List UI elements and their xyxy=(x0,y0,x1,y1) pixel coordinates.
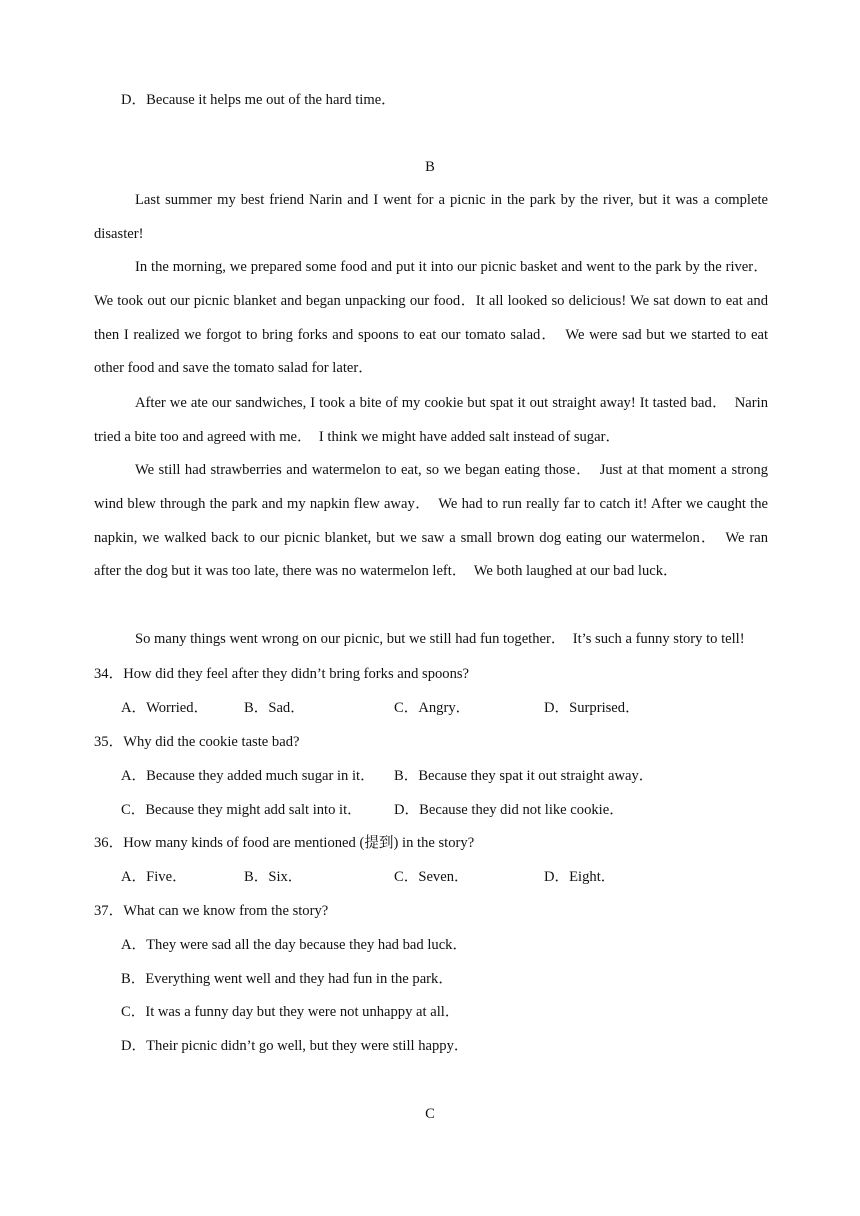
question-37-option-c: C．It was a funny day but they were not unhappy at all． xyxy=(121,1004,460,1020)
section-b-heading: B xyxy=(425,159,435,175)
passage-paragraph-3: After we ate our sandwiches, I took a bite of my cookie but spat it out straight away! It tasted bad． Narin tried a bite too and agreed with me． I think we might have added salt instead of sugar． xyxy=(94,395,768,445)
passage-paragraph-5: So many things went wrong on our picnic, but we still had fun together． It’s such a funny story to tell! xyxy=(135,631,745,647)
question-36-option-b: B．Six． xyxy=(244,869,303,885)
question-36-option-d: D．Eight． xyxy=(544,869,616,885)
question-37-option-a: A．They were sad all the day because they had bad luck． xyxy=(121,937,468,953)
previous-question-option-d: D．Because it helps me out of the hard time． xyxy=(121,92,396,108)
passage-paragraph-2: In the morning, we prepared some food and put it into our picnic basket and went to the park by the river．We took out our picnic blanket and began unpacking our food．It all looked so delicious! We sat down to eat and then I realized we forgot to bring forks and spoons to eat our tomato salad． We were sad but we started to eat other food and save the tomato salad for later． xyxy=(94,259,768,377)
question-35-option-a: A．Because they added much sugar in it． xyxy=(121,768,375,784)
question-35-option-b: B．Because they spat it out straight away． xyxy=(394,768,654,784)
question-36-option-c: C．Seven． xyxy=(394,869,469,885)
question-37-stem: 37．What can we know from the story? xyxy=(94,903,329,919)
question-37-option-d: D．Their picnic didn’t go well, but they were still happy． xyxy=(121,1038,469,1054)
question-35-option-c: C．Because they might add salt into it． xyxy=(121,802,362,818)
question-36-stem: 36．How many kinds of food are mentioned (提到) in the story? xyxy=(94,835,475,851)
question-37-option-b: B．Everything went well and they had fun in the park． xyxy=(121,971,453,987)
question-34-option-b: B．Sad． xyxy=(244,700,305,716)
question-35-option-d: D．Because they did not like cookie． xyxy=(394,802,624,818)
passage-paragraph-1: Last summer my best friend Narin and I went for a picnic in the park by the river, but it was a complete disaster! xyxy=(94,192,768,242)
question-34-option-a: A．Worried． xyxy=(121,700,209,716)
question-36-option-a: A．Five． xyxy=(121,869,187,885)
section-c-heading: C xyxy=(425,1106,435,1122)
question-34-option-d: D．Surprised． xyxy=(544,700,640,716)
question-34-stem: 34．How did they feel after they didn’t bring forks and spoons? xyxy=(94,666,470,682)
passage-paragraph-4: We still had strawberries and watermelon to eat, so we began eating those． Just at that moment a strong wind blew through the park and my napkin flew away． We had to run really far to catch it! After we caught the napkin, we walked back to our picnic blanket, but we saw a small brown dog eating our watermelon． We ran after the dog but it was too late, there was no watermelon left． We both laughed at our bad luck． xyxy=(94,462,768,580)
question-34-option-c: C．Angry． xyxy=(394,700,471,716)
question-35-stem: 35．Why did the cookie taste bad? xyxy=(94,734,300,750)
